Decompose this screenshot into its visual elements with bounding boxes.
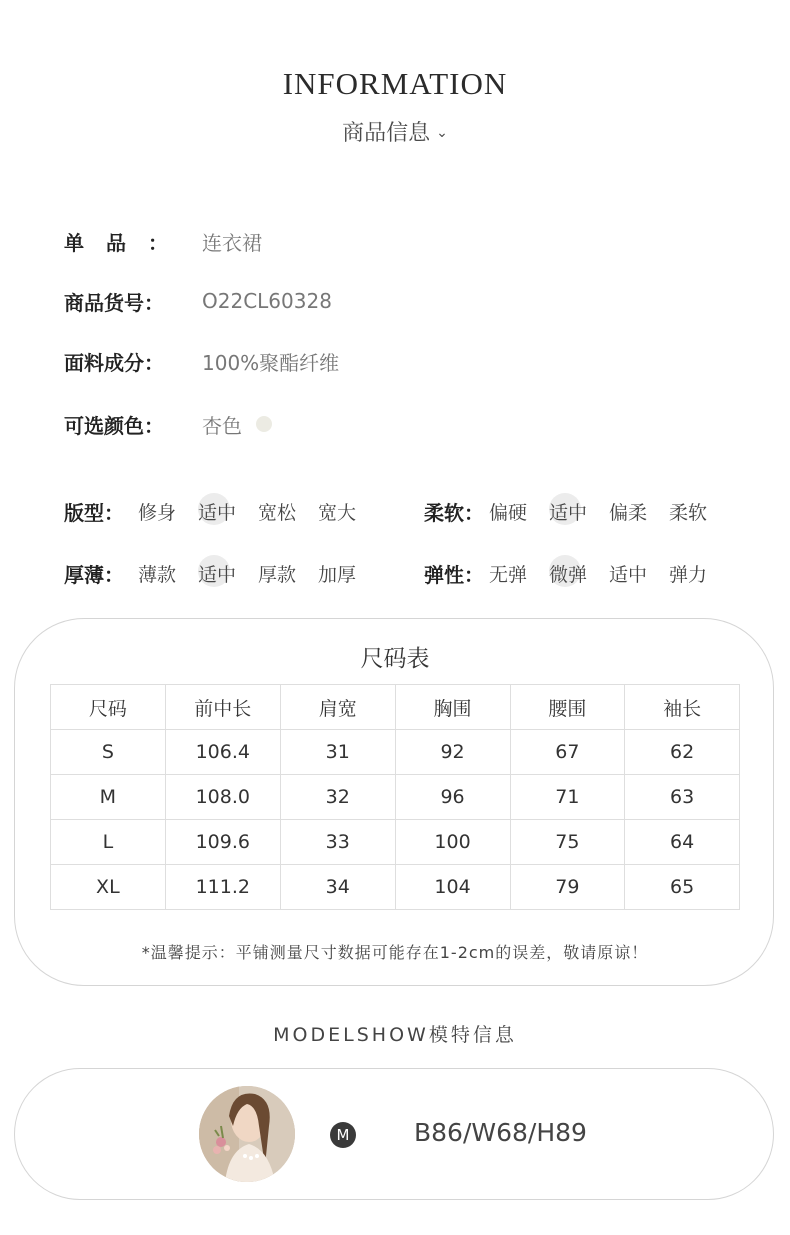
info-label-item: 单品： <box>64 230 190 255</box>
model-card <box>14 1068 774 1200</box>
attr-thickness-option: 厚款 <box>258 563 297 586</box>
info-row-color <box>64 409 272 439</box>
table-row <box>51 730 740 775</box>
table-cell: 106.4 <box>165 730 280 775</box>
size-chart-title: 尺码表 <box>360 646 430 672</box>
table-header-cell: 胸围 <box>395 685 510 730</box>
color-swatch <box>256 416 272 432</box>
attr-elasticity-option: 适中 <box>609 563 648 586</box>
table-cell: 108.0 <box>165 775 280 820</box>
attr-thickness-label: 厚薄： <box>64 562 124 587</box>
table-cell: 63 <box>625 775 740 820</box>
attr-thickness-option: 薄款 <box>138 563 177 586</box>
table-cell: XL <box>51 865 166 910</box>
attr-elasticity-label: 弹性： <box>424 562 484 587</box>
size-chart-note: *温馨提示：平铺测量尺寸数据可能存在1-2cm的误差，敬请原谅！ <box>141 943 649 962</box>
attr-fit-option-selected: 适中 <box>198 498 258 525</box>
attr-thickness-option: 加厚 <box>318 563 357 586</box>
table-cell: 71 <box>510 775 625 820</box>
table-cell: 100 <box>395 820 510 865</box>
model-size-badge: M <box>330 1122 356 1148</box>
table-cell: 109.6 <box>165 820 280 865</box>
info-row-fabric <box>64 346 339 376</box>
table-cell: 34 <box>280 865 395 910</box>
table-cell: 32 <box>280 775 395 820</box>
table-cell: 67 <box>510 730 625 775</box>
table-header-row <box>51 685 740 730</box>
size-table <box>50 684 740 910</box>
table-cell: 111.2 <box>165 865 280 910</box>
table-cell: 75 <box>510 820 625 865</box>
table-cell: 96 <box>395 775 510 820</box>
attr-elasticity-option: 弹力 <box>669 563 708 586</box>
info-label-color: 可选颜色： <box>64 413 164 438</box>
table-cell: 79 <box>510 865 625 910</box>
table-cell: 31 <box>280 730 395 775</box>
table-header-cell: 前中长 <box>165 685 280 730</box>
model-photo <box>199 1086 295 1182</box>
attr-elasticity-option: 无弹 <box>489 563 528 586</box>
attr-fit-option: 宽松 <box>258 501 297 524</box>
table-cell: L <box>51 820 166 865</box>
attr-softness <box>424 496 729 526</box>
info-value-color <box>202 410 272 439</box>
page-title: INFORMATION <box>282 66 508 101</box>
attr-softness-option: 偏柔 <box>609 501 648 524</box>
table-cell: 33 <box>280 820 395 865</box>
table-cell: 62 <box>625 730 740 775</box>
table-row <box>51 865 740 910</box>
chevron-down-icon: ⌄ <box>436 125 448 141</box>
table-row <box>51 820 740 865</box>
attr-fit-label: 版型： <box>64 500 124 525</box>
attr-elasticity-option-selected: 微弹 <box>549 560 609 587</box>
section-subtitle <box>0 116 790 147</box>
model-avatar <box>199 1086 295 1182</box>
attr-thickness-option-selected: 适中 <box>198 560 258 587</box>
attr-thickness <box>64 558 378 588</box>
info-label-fabric: 面料成分： <box>64 350 164 375</box>
table-cell: 104 <box>395 865 510 910</box>
attr-fit-option: 宽大 <box>318 501 357 524</box>
table-cell: M <box>51 775 166 820</box>
table-header-cell: 袖长 <box>625 685 740 730</box>
attr-softness-option: 偏硬 <box>489 501 528 524</box>
table-cell: 65 <box>625 865 740 910</box>
table-header-cell: 腰围 <box>510 685 625 730</box>
table-cell: 92 <box>395 730 510 775</box>
table-cell: 64 <box>625 820 740 865</box>
color-name: 杏色 <box>202 413 242 438</box>
model-measurements: B86/W68/H89 <box>414 1118 587 1147</box>
attr-softness-option: 柔软 <box>669 501 708 524</box>
info-value-fabric: 100%聚酯纤维 <box>202 350 340 375</box>
table-cell: S <box>51 730 166 775</box>
info-row-item <box>64 226 262 256</box>
attr-softness-option-selected: 适中 <box>549 498 609 525</box>
info-value-sku: O22CL60328 <box>202 289 332 313</box>
attr-softness-label: 柔软： <box>424 500 484 525</box>
attr-fit <box>64 496 378 526</box>
model-section-title: MODELSHOW模特信息 <box>273 1024 517 1046</box>
info-label-sku: 商品货号： <box>64 290 164 315</box>
info-row-sku <box>64 286 332 316</box>
table-header-cell: 尺码 <box>51 685 166 730</box>
attr-elasticity <box>424 558 729 588</box>
info-value-item: 连衣裙 <box>202 230 262 255</box>
subtitle-text: 商品信息 <box>342 121 431 146</box>
attr-fit-option: 修身 <box>138 501 177 524</box>
table-header-cell: 肩宽 <box>280 685 395 730</box>
table-row <box>51 775 740 820</box>
